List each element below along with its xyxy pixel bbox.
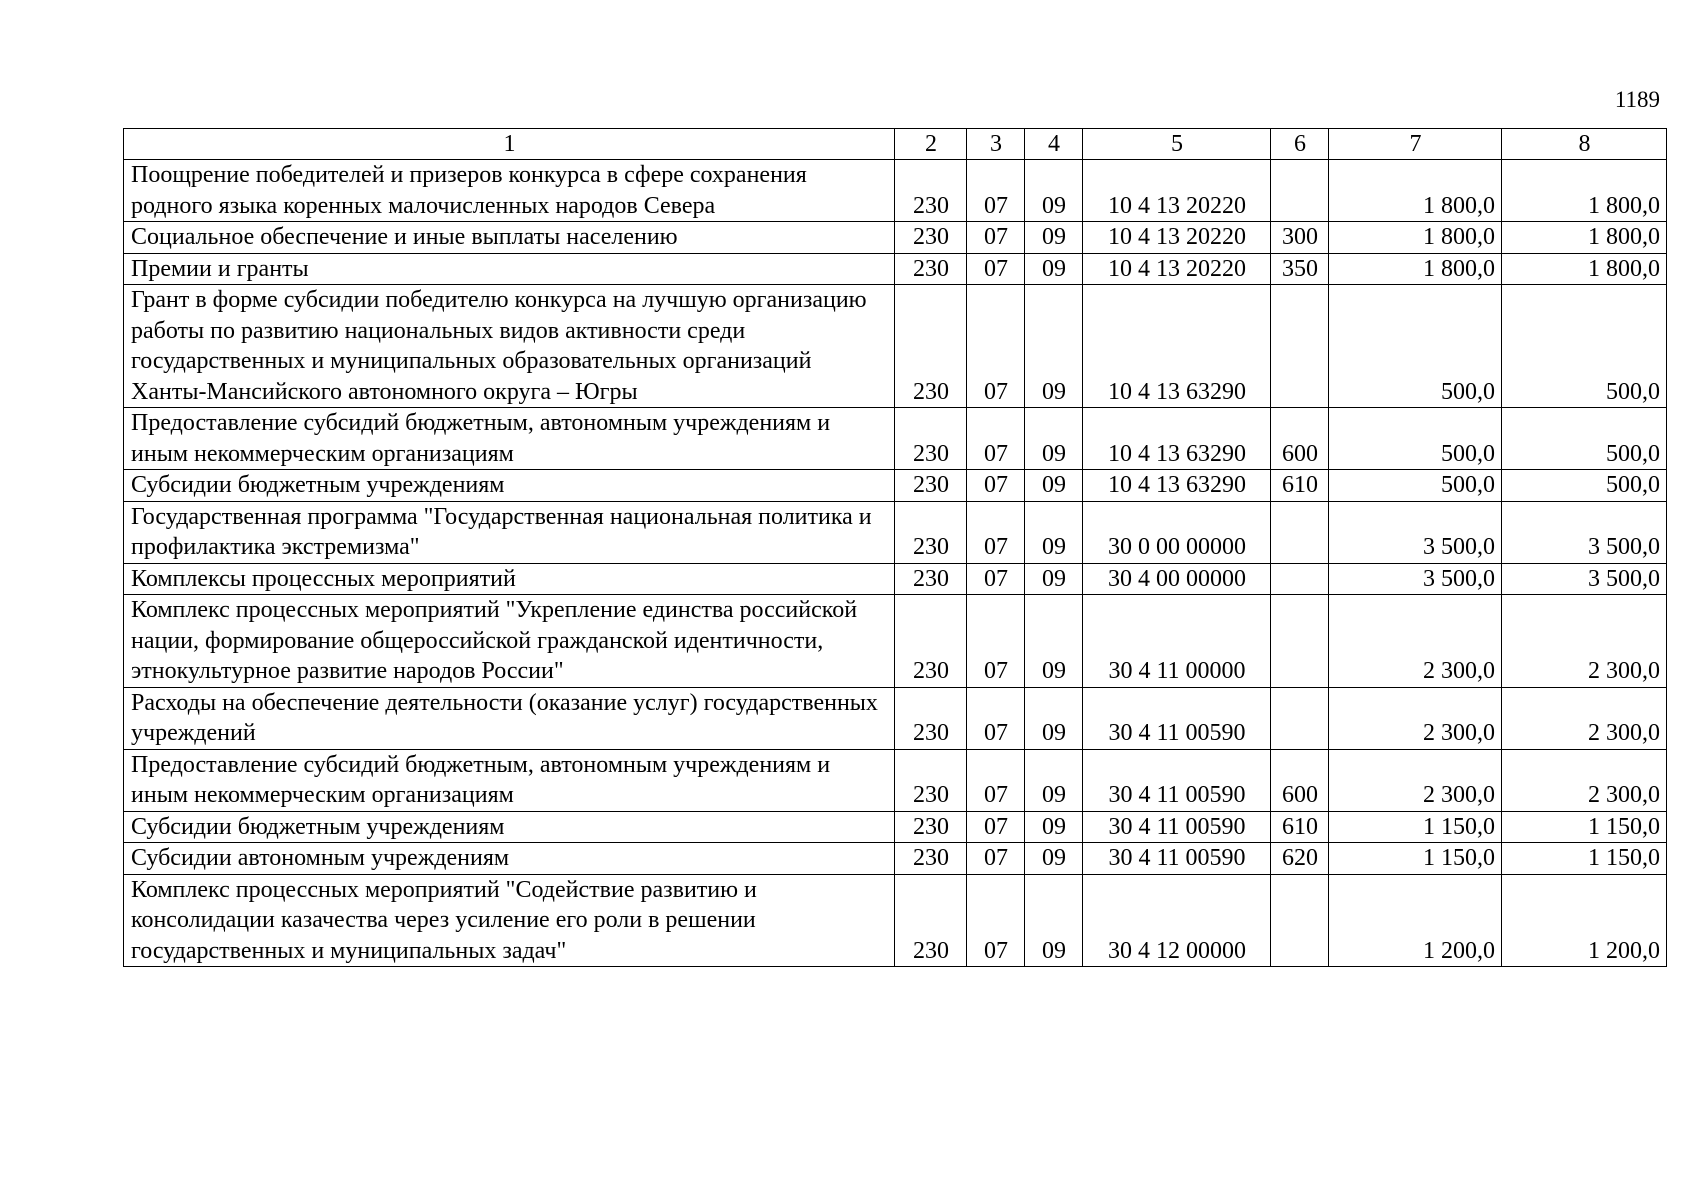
row-subsection-code: 09 <box>1025 687 1083 749</box>
table-row <box>124 687 1667 749</box>
row-amount-1: 3 500,0 <box>1329 501 1502 563</box>
row-subsection-code: 09 <box>1025 501 1083 563</box>
row-target-article: 30 0 00 00000 <box>1083 501 1271 563</box>
row-amount-2: 1 150,0 <box>1502 811 1667 843</box>
row-ministry-code: 230 <box>895 285 967 408</box>
table-row <box>124 874 1667 967</box>
row-target-article: 30 4 11 00590 <box>1083 811 1271 843</box>
table-row <box>124 408 1667 470</box>
table-row <box>124 285 1667 408</box>
row-section-code: 07 <box>967 285 1025 408</box>
row-name: Предоставление субсидий бюджетным, автономным учреждениям и иным некоммерческим организациям <box>124 749 895 811</box>
row-name: Субсидии автономным учреждениям <box>124 843 895 875</box>
row-ministry-code: 230 <box>895 843 967 875</box>
row-name: Расходы на обеспечение деятельности (оказание услуг) государственных учреждений <box>124 687 895 749</box>
row-subsection-code: 09 <box>1025 563 1083 595</box>
table-row <box>124 501 1667 563</box>
row-amount-2: 3 500,0 <box>1502 501 1667 563</box>
row-expense-type <box>1271 501 1329 563</box>
row-name: Субсидии бюджетным учреждениям <box>124 811 895 843</box>
header-col-2: 2 <box>895 129 967 160</box>
row-amount-1: 2 300,0 <box>1329 687 1502 749</box>
row-amount-1: 500,0 <box>1329 408 1502 470</box>
row-subsection-code: 09 <box>1025 874 1083 967</box>
row-amount-1: 1 200,0 <box>1329 874 1502 967</box>
row-name: Комплексы процессных мероприятий <box>124 563 895 595</box>
row-amount-2: 1 200,0 <box>1502 874 1667 967</box>
row-section-code: 07 <box>967 874 1025 967</box>
row-section-code: 07 <box>967 563 1025 595</box>
row-ministry-code: 230 <box>895 874 967 967</box>
table-row <box>124 563 1667 595</box>
row-subsection-code: 09 <box>1025 253 1083 285</box>
row-ministry-code: 230 <box>895 749 967 811</box>
row-section-code: 07 <box>967 253 1025 285</box>
row-subsection-code: 09 <box>1025 222 1083 254</box>
row-ministry-code: 230 <box>895 501 967 563</box>
row-expense-type: 300 <box>1271 222 1329 254</box>
row-expense-type <box>1271 160 1329 222</box>
row-expense-type <box>1271 285 1329 408</box>
row-ministry-code: 230 <box>895 253 967 285</box>
row-amount-1: 500,0 <box>1329 285 1502 408</box>
row-section-code: 07 <box>967 501 1025 563</box>
row-subsection-code: 09 <box>1025 470 1083 502</box>
row-target-article: 30 4 11 00590 <box>1083 687 1271 749</box>
row-amount-1: 1 150,0 <box>1329 843 1502 875</box>
table-row <box>124 222 1667 254</box>
row-expense-type: 610 <box>1271 470 1329 502</box>
header-col-1: 1 <box>124 129 895 160</box>
row-ministry-code: 230 <box>895 595 967 688</box>
row-target-article: 30 4 12 00000 <box>1083 874 1271 967</box>
row-name: Комплекс процессных мероприятий "Укрепление единства российской нации, формирование общероссийской гражданской идентичности, этнокультурное развитие народов России" <box>124 595 895 688</box>
row-section-code: 07 <box>967 160 1025 222</box>
row-amount-2: 1 800,0 <box>1502 222 1667 254</box>
row-target-article: 10 4 13 20220 <box>1083 160 1271 222</box>
row-name: Предоставление субсидий бюджетным, автономным учреждениям и иным некоммерческим организациям <box>124 408 895 470</box>
row-subsection-code: 09 <box>1025 285 1083 408</box>
row-section-code: 07 <box>967 687 1025 749</box>
table-body <box>124 160 1667 967</box>
row-amount-2: 1 800,0 <box>1502 253 1667 285</box>
table-row <box>124 253 1667 285</box>
row-section-code: 07 <box>967 811 1025 843</box>
row-expense-type <box>1271 874 1329 967</box>
row-subsection-code: 09 <box>1025 843 1083 875</box>
row-expense-type: 610 <box>1271 811 1329 843</box>
row-target-article: 30 4 11 00000 <box>1083 595 1271 688</box>
table-header-row <box>124 129 1667 160</box>
row-expense-type <box>1271 687 1329 749</box>
header-col-3: 3 <box>967 129 1025 160</box>
row-target-article: 30 4 11 00590 <box>1083 843 1271 875</box>
row-subsection-code: 09 <box>1025 749 1083 811</box>
row-ministry-code: 230 <box>895 222 967 254</box>
row-section-code: 07 <box>967 595 1025 688</box>
row-amount-1: 2 300,0 <box>1329 749 1502 811</box>
budget-table <box>123 128 1667 967</box>
row-amount-2: 2 300,0 <box>1502 749 1667 811</box>
row-name: Субсидии бюджетным учреждениям <box>124 470 895 502</box>
row-section-code: 07 <box>967 843 1025 875</box>
row-ministry-code: 230 <box>895 687 967 749</box>
row-amount-1: 3 500,0 <box>1329 563 1502 595</box>
row-target-article: 10 4 13 20220 <box>1083 222 1271 254</box>
header-col-7: 7 <box>1329 129 1502 160</box>
row-section-code: 07 <box>967 408 1025 470</box>
table-row <box>124 749 1667 811</box>
row-amount-2: 2 300,0 <box>1502 687 1667 749</box>
row-amount-2: 1 150,0 <box>1502 843 1667 875</box>
row-ministry-code: 230 <box>895 811 967 843</box>
row-name: Поощрение победителей и призеров конкурса в сфере сохранения родного языка коренных малочисленных народов Севера <box>124 160 895 222</box>
row-amount-2: 500,0 <box>1502 408 1667 470</box>
row-target-article: 30 4 11 00590 <box>1083 749 1271 811</box>
row-section-code: 07 <box>967 470 1025 502</box>
row-expense-type: 620 <box>1271 843 1329 875</box>
row-name: Грант в форме субсидии победителю конкурса на лучшую организацию работы по развитию национальных видов активности среди государственных и муниципальных образовательных организаций Ханты-Мансийского автономного округа – Югры <box>124 285 895 408</box>
row-name: Социальное обеспечение и иные выплаты населению <box>124 222 895 254</box>
row-subsection-code: 09 <box>1025 595 1083 688</box>
row-amount-1: 1 800,0 <box>1329 160 1502 222</box>
row-amount-2: 1 800,0 <box>1502 160 1667 222</box>
row-target-article: 10 4 13 20220 <box>1083 253 1271 285</box>
row-amount-2: 500,0 <box>1502 470 1667 502</box>
row-subsection-code: 09 <box>1025 811 1083 843</box>
row-expense-type <box>1271 563 1329 595</box>
row-amount-1: 1 800,0 <box>1329 222 1502 254</box>
header-col-5: 5 <box>1083 129 1271 160</box>
table-row <box>124 470 1667 502</box>
row-amount-1: 1 150,0 <box>1329 811 1502 843</box>
row-amount-1: 2 300,0 <box>1329 595 1502 688</box>
table-row <box>124 811 1667 843</box>
page-number: 1189 <box>1614 87 1660 112</box>
row-ministry-code: 230 <box>895 563 967 595</box>
row-amount-1: 1 800,0 <box>1329 253 1502 285</box>
row-amount-2: 3 500,0 <box>1502 563 1667 595</box>
row-expense-type: 350 <box>1271 253 1329 285</box>
row-expense-type: 600 <box>1271 408 1329 470</box>
row-amount-2: 2 300,0 <box>1502 595 1667 688</box>
row-section-code: 07 <box>967 222 1025 254</box>
row-name: Государственная программа "Государственная национальная политика и профилактика экстремизма" <box>124 501 895 563</box>
row-amount-1: 500,0 <box>1329 470 1502 502</box>
row-target-article: 10 4 13 63290 <box>1083 285 1271 408</box>
row-target-article: 10 4 13 63290 <box>1083 470 1271 502</box>
row-amount-2: 500,0 <box>1502 285 1667 408</box>
row-ministry-code: 230 <box>895 470 967 502</box>
row-target-article: 10 4 13 63290 <box>1083 408 1271 470</box>
row-name: Комплекс процессных мероприятий "Содействие развитию и консолидации казачества через усиление его роли в решении государственных и муниципальных задач" <box>124 874 895 967</box>
header-col-8: 8 <box>1502 129 1667 160</box>
row-ministry-code: 230 <box>895 408 967 470</box>
row-expense-type <box>1271 595 1329 688</box>
table-row <box>124 160 1667 222</box>
table-row <box>124 843 1667 875</box>
row-name: Премии и гранты <box>124 253 895 285</box>
row-ministry-code: 230 <box>895 160 967 222</box>
table-row <box>124 595 1667 688</box>
row-expense-type: 600 <box>1271 749 1329 811</box>
row-subsection-code: 09 <box>1025 160 1083 222</box>
header-col-6: 6 <box>1271 129 1329 160</box>
row-section-code: 07 <box>967 749 1025 811</box>
row-target-article: 30 4 00 00000 <box>1083 563 1271 595</box>
header-col-4: 4 <box>1025 129 1083 160</box>
row-subsection-code: 09 <box>1025 408 1083 470</box>
